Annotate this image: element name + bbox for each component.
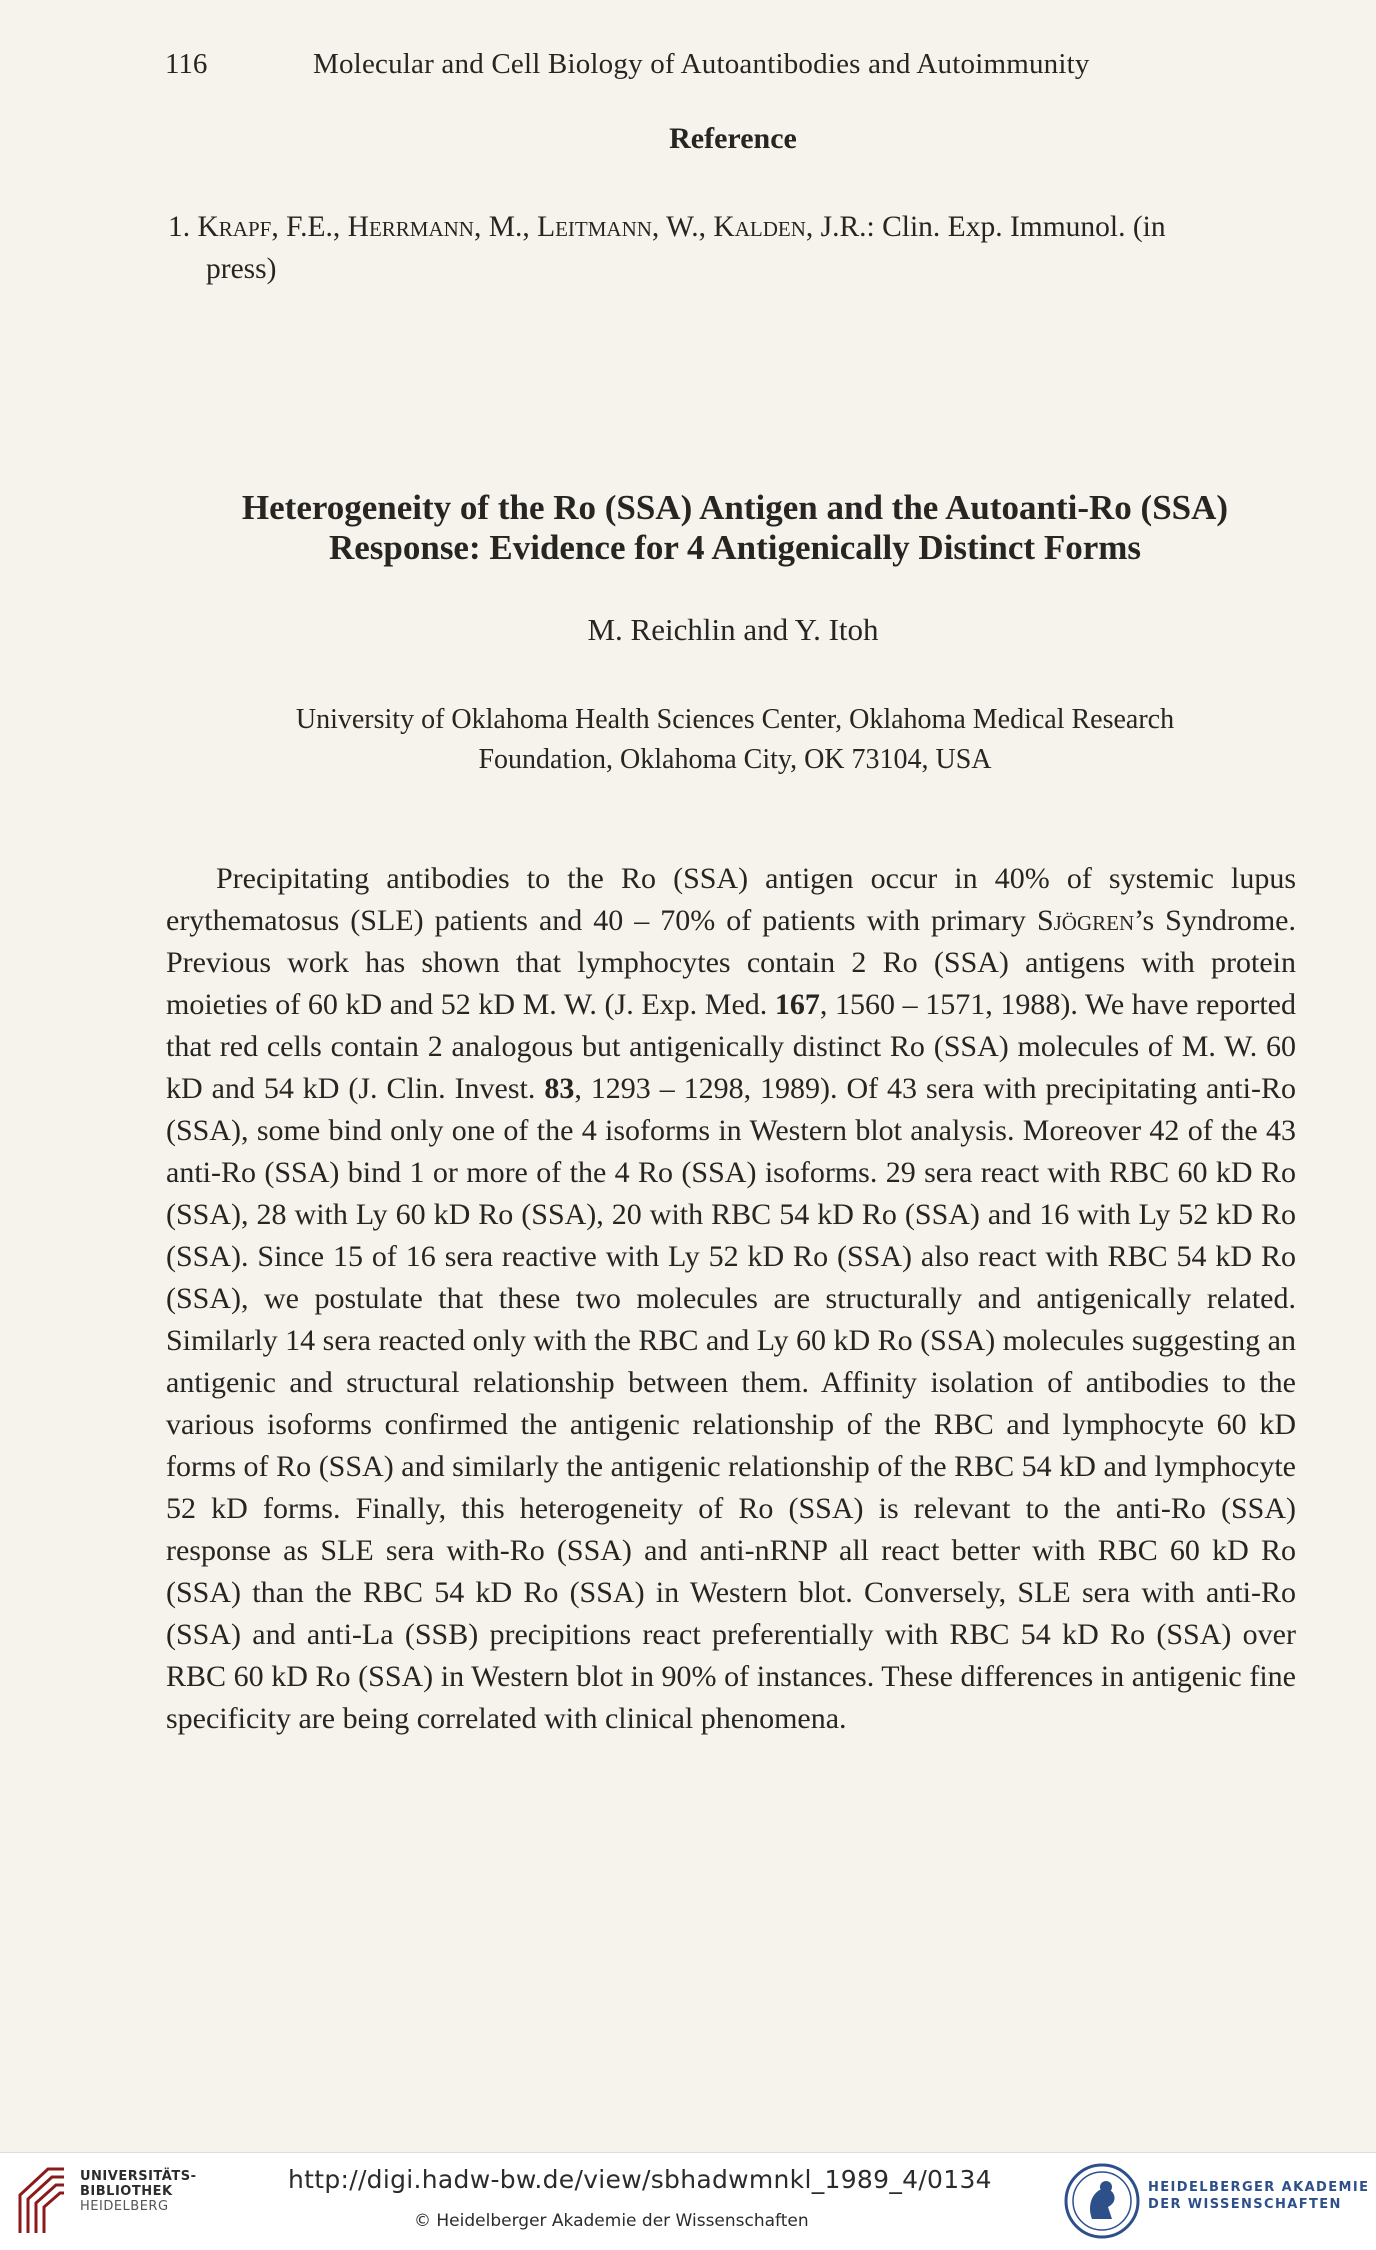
journal-volume: 83 (544, 1072, 575, 1105)
academy-name-line: DER WISSENSCHAFTEN (1148, 2197, 1342, 2212)
library-name-line: UNIVERSITÄTS- (80, 2169, 197, 2184)
reference-author: Herrmann, M. (347, 211, 523, 243)
article-title-line: Heterogeneity of the Ro (SSA) Antigen and the Autoanti-Ro (SSA) (241, 488, 1229, 527)
abstract-text: , 1293 – 1298, 1989). Of 43 sera with precipitating anti-Ro (SSA), some bind only one of the 4 isoforms in Western blot analysis. Moreover 42 of the 43 anti-Ro (SSA) bind 1 or more of the 4 Ro (SSA) isoforms. 29 sera react with RBC 60 kD Ro (SSA), 28 with Ly 60 kD Ro (SSA), 20 with RBC 54 kD Ro (SSA) and 16 with Ly 52 kD Ro (SSA). Since 15 of 16 sera reactive with Ly 52 kD Ro (SSA) also react with RBC 54 kD Ro (SSA), we postulate that these two molecules are structurally and antigenically related. Similarly 14 sera reacted only with the RBC and Ly 60 kD Ro (SSA) molecules suggesting an antigenic and structural relationship between them. Affinity isolation of antibodies to the various isoforms confirmed the antigenic relationship of the RBC and lymphocyte 60 kD forms of Ro (SSA) and similarly the antigenic relationship of the RBC 54 kD and lymphocyte 52 kD forms. Finally, this heterogeneity of Ro (SSA) is relevant to the anti-Ro (SSA) response as SLE sera with-Ro (SSA) and anti-nRNP all react better with RBC 60 kD Ro (SSA) than the RBC 54 kD Ro (SSA) in Western blot. Conversely, SLE sera with anti-Ro (SSA) and anti-La (SSB) precipitions react preferentially with RBC 54 kD Ro (SSA) over RBC 60 kD Ro (SSA) in Western blot in 90% of instances. These differences in antigenic fine specificity are being correlated with clinical phenomena. (166, 1072, 1297, 1735)
university-library-name (80, 2169, 196, 2214)
journal-volume: 167 (774, 988, 820, 1021)
viewer-footer (0, 2152, 1376, 2250)
abstract-name-smallcaps: Sjögren (1036, 904, 1135, 937)
permalink-url[interactable]: http://digi.hadw-bw.de/view/sbhadwmnkl_1989_4/0134 (288, 2165, 992, 2194)
academy-seal-icon (1062, 2161, 1142, 2241)
article-authors: M. Reichlin and Y. Itoh (587, 612, 879, 647)
article-title-line: Response: Evidence for 4 Antigenically Distinct Forms (328, 528, 1142, 567)
affiliation-line: Foundation, Oklahoma City, OK 73104, USA (478, 744, 992, 775)
abstract-text: , 1560 – 1571, 1988). We have reported that red cells contain 2 analogous but antigenically distinct Ro (SSA) molecules of M. W. 60 kD and 54 kD (J. Clin. Invest. (166, 988, 1296, 1105)
article-affiliation (140, 700, 1330, 780)
abstract-paragraph (166, 858, 1296, 1740)
reference-author: Leitmann, W. (537, 211, 699, 243)
reference-status: press) (206, 253, 277, 285)
university-library-logo-icon (14, 2165, 72, 2237)
affiliation-line: University of Oklahoma Health Sciences Center, Oklahoma Medical Research (295, 704, 1175, 735)
page-number: 116 (165, 48, 208, 80)
reference-number: 1. (168, 211, 198, 243)
reference-heading: Reference (669, 122, 797, 155)
abstract-text: ’s Syndrome. Previous work has shown that lymphocytes contain 2 Ro (SSA) antigens with protein moieties of 60 kD and 52 kD M. W. (J. Exp. Med. (166, 904, 1297, 1021)
academy-name-line: HEIDELBERGER AKADEMIE (1148, 2180, 1370, 2195)
copyright-notice: © Heidelberger Akademie der Wissenschaften (414, 2211, 809, 2231)
library-name-line: BIBLIOTHEK (80, 2184, 173, 2199)
running-title: Molecular and Cell Biology of Autoantibodies and Autoimmunity (313, 48, 1090, 80)
academy-name (1148, 2179, 1369, 2213)
article-title (140, 488, 1330, 568)
running-head (165, 48, 1166, 81)
reference-journal: Clin. Exp. Immunol. (in (882, 211, 1166, 243)
reference-author: Krapf, F.E. (197, 211, 333, 243)
reference-author: Kalden, J.R. (713, 211, 867, 243)
abstract-text: Precipitating antibodies to the Ro (SSA) antigen occur in 40% of systemic lupus erythematosus (SLE) patients and 40 – 70% of patients with primary (166, 862, 1296, 937)
library-name-line: HEIDELBERG (80, 2199, 169, 2214)
reference-item: 1. Krapf, F.E., Herrmann, M., Leitmann, W., Kalden, J.R.: Clin. Exp. Immunol. (in press) (168, 211, 1166, 285)
